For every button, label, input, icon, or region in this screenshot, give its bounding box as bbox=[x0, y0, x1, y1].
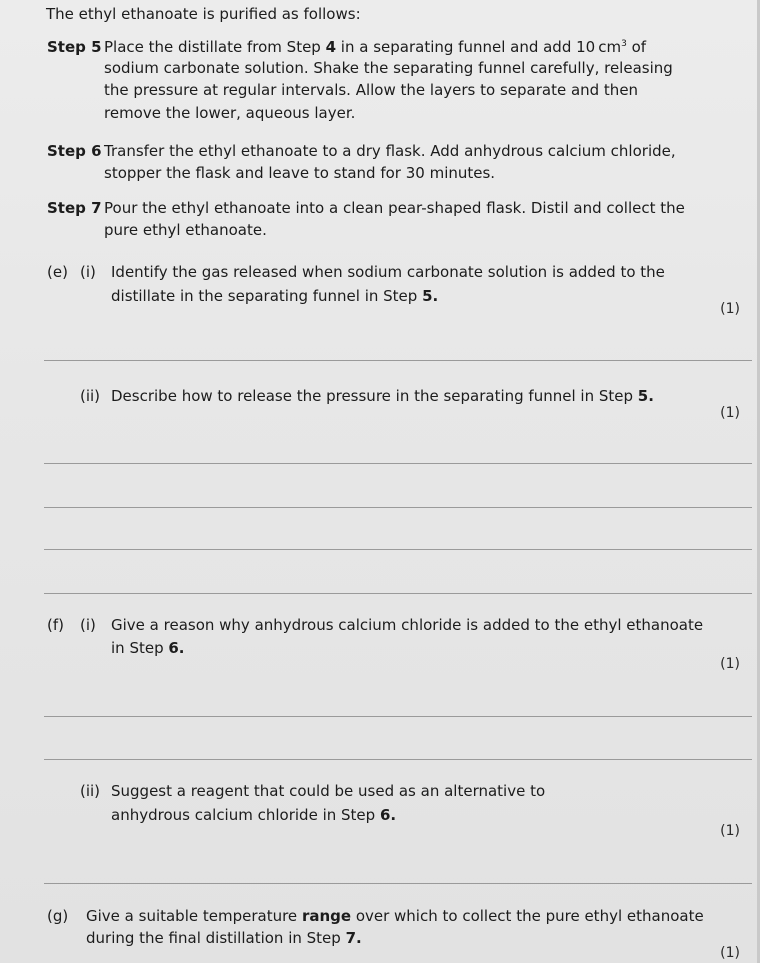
question-e-i-line2: distillate in the separating funnel in Step 5. bbox=[111, 287, 439, 305]
question-g-mark: (1) bbox=[720, 945, 740, 961]
step5-line4: remove the lower, aqueous layer. bbox=[104, 104, 356, 122]
question-f-i-line2: in Step 6. bbox=[111, 639, 185, 657]
question-e-ii-label: (ii) bbox=[80, 387, 101, 405]
intro-text: The ethyl ethanoate is purified as follows: bbox=[46, 5, 361, 23]
answer-line[interactable] bbox=[44, 883, 752, 884]
step5-line3: the pressure at regular intervals. Allow the layers to separate and then bbox=[104, 81, 639, 99]
step7-label: Step 7 bbox=[47, 199, 102, 217]
question-e-i-line1: Identify the gas released when sodium carbonate solution is added to the bbox=[111, 263, 665, 281]
question-f-ii-mark: (1) bbox=[720, 823, 740, 839]
answer-line[interactable] bbox=[44, 463, 752, 464]
step5-line1: Place the distillate from Step 4 in a separating funnel and add 10 $cm^3$ of bbox=[104, 38, 647, 56]
question-f-i-label: (i) bbox=[80, 616, 96, 634]
answer-line[interactable] bbox=[44, 549, 752, 550]
question-g-line1: Give a suitable temperature range over which to collect the pure ethyl ethanoate bbox=[86, 907, 704, 925]
question-g-line2: during the final distillation in Step 7. bbox=[86, 929, 362, 947]
question-f-ii-line2: anhydrous calcium chloride in Step 6. bbox=[111, 806, 397, 824]
question-e-ii-line1: Describe how to release the pressure in the separating funnel in Step 5. bbox=[111, 387, 654, 405]
answer-line[interactable] bbox=[44, 759, 752, 760]
question-e-i-label: (i) bbox=[80, 263, 96, 281]
question-f-i-mark: (1) bbox=[720, 656, 740, 672]
question-f-i-line1: Give a reason why anhydrous calcium chloride is added to the ethyl ethanoate bbox=[111, 616, 704, 634]
answer-line[interactable] bbox=[44, 716, 752, 717]
step5-line2: sodium carbonate solution. Shake the separating funnel carefully, releasing bbox=[104, 59, 673, 77]
question-e-ii-mark: (1) bbox=[720, 405, 740, 421]
question-g-label: (g) bbox=[47, 907, 69, 925]
question-e-label: (e) bbox=[47, 263, 68, 281]
answer-line[interactable] bbox=[44, 507, 752, 508]
question-e-i-mark: (1) bbox=[720, 301, 740, 317]
question-f-ii-label: (ii) bbox=[80, 782, 101, 800]
step6-line2: stopper the flask and leave to stand for 30 minutes. bbox=[104, 164, 496, 182]
step7-line2: pure ethyl ethanoate. bbox=[104, 221, 267, 239]
step6-line1: Transfer the ethyl ethanoate to a dry flask. Add anhydrous calcium chloride, bbox=[104, 142, 676, 160]
answer-line[interactable] bbox=[44, 593, 752, 594]
answer-line[interactable] bbox=[44, 360, 752, 361]
question-f-label: (f) bbox=[47, 616, 64, 634]
question-f-ii-line1: Suggest a reagent that could be used as an alternative to bbox=[111, 782, 546, 800]
step5-label: Step 5 bbox=[47, 38, 102, 56]
step7-line1: Pour the ethyl ethanoate into a clean pear-shaped flask. Distil and collect the bbox=[104, 199, 685, 217]
step6-label: Step 6 bbox=[47, 142, 102, 160]
